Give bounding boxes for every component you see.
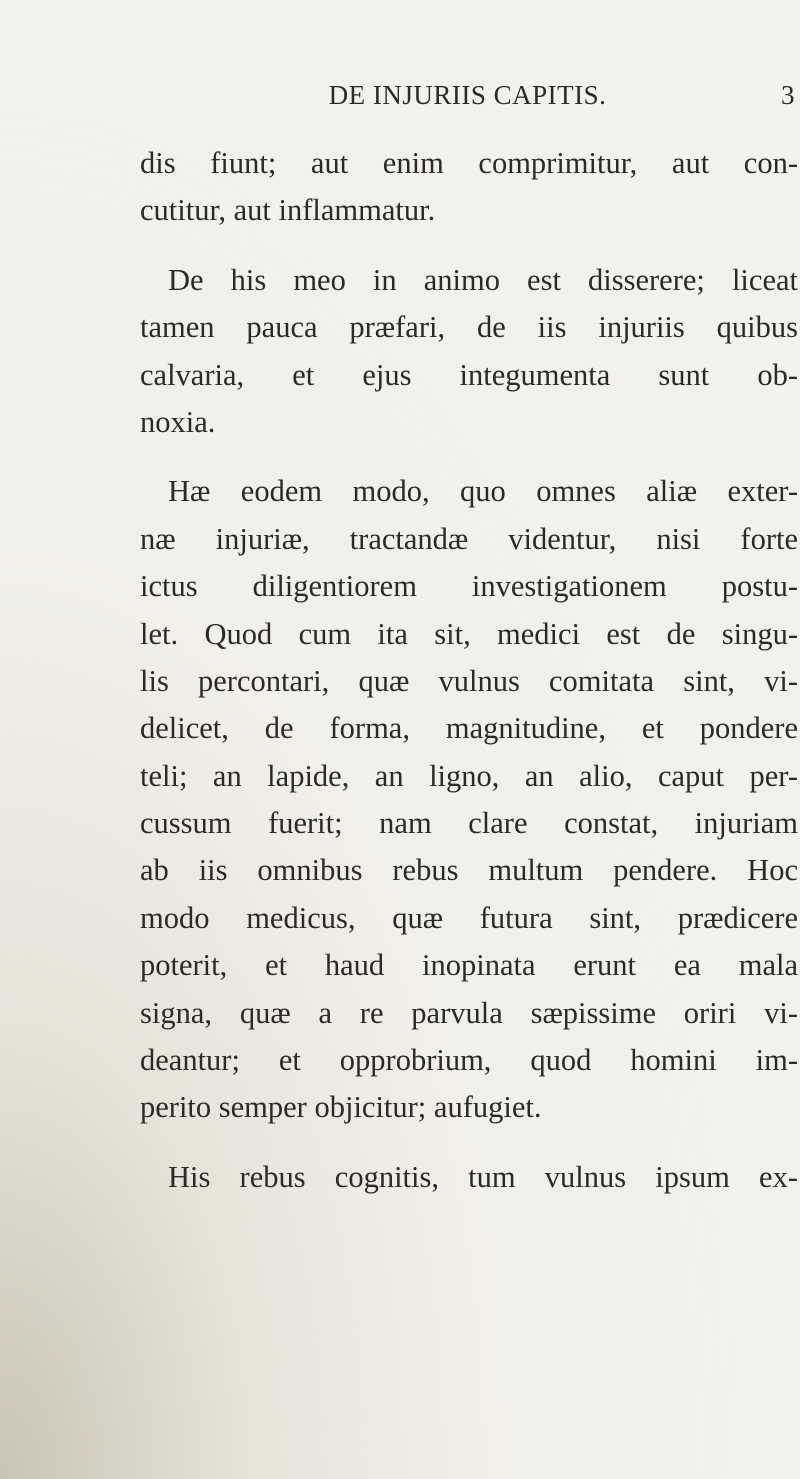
text-line: perito semper objicitur; aufugiet. bbox=[140, 1090, 542, 1125]
page-number: 3 bbox=[781, 80, 795, 110]
text-line: tamen pauca præfari, de iis injuriis quibus bbox=[140, 310, 798, 345]
text-line: signa, quæ a re parvula sæpissime oriri vi- bbox=[140, 995, 798, 1030]
text-line: modo medicus, quæ futura sint, prædicere bbox=[140, 900, 798, 935]
text-line: ab iis omnibus rebus multum pendere. Hoc bbox=[140, 853, 798, 888]
running-header bbox=[140, 80, 795, 124]
text-line: noxia. bbox=[140, 404, 216, 439]
text-line: ictus diligentiorem investigationem postu- bbox=[140, 569, 798, 604]
running-title: DE INJURIIS CAPITIS. bbox=[328, 80, 607, 110]
text-line: lis percontari, quæ vulnus comitata sint, vi- bbox=[140, 663, 798, 698]
text-line: His rebus cognitis, tum vulnus ipsum ex- bbox=[168, 1159, 798, 1194]
text-line: dis fiunt; aut enim comprimitur, aut con- bbox=[140, 146, 798, 180]
text-line: cussum fuerit; nam clare constat, injuriam bbox=[140, 806, 798, 841]
text-line: poterit, et haud inopinata erunt ea mala bbox=[140, 948, 798, 983]
text-line: teli; an lapide, an ligno, an alio, caput per- bbox=[140, 758, 798, 793]
page-body bbox=[140, 140, 798, 1201]
text-line: deantur; et opprobrium, quod homini im- bbox=[140, 1043, 798, 1078]
text-line: cutitur, aut inflammatur. bbox=[140, 193, 436, 228]
text-line: let. Quod cum ita sit, medici est de singu- bbox=[140, 616, 798, 651]
text-line: Hæ eodem modo, quo omnes aliæ exter- bbox=[168, 474, 798, 509]
text-line: calvaria, et ejus integumenta sunt ob- bbox=[140, 357, 798, 392]
text-line: De his meo in animo est disserere; liceat bbox=[168, 262, 798, 297]
text-line: næ injuriæ, tractandæ videntur, nisi forte bbox=[140, 521, 798, 556]
text-line: delicet, de forma, magnitudine, et pondere bbox=[140, 711, 798, 746]
